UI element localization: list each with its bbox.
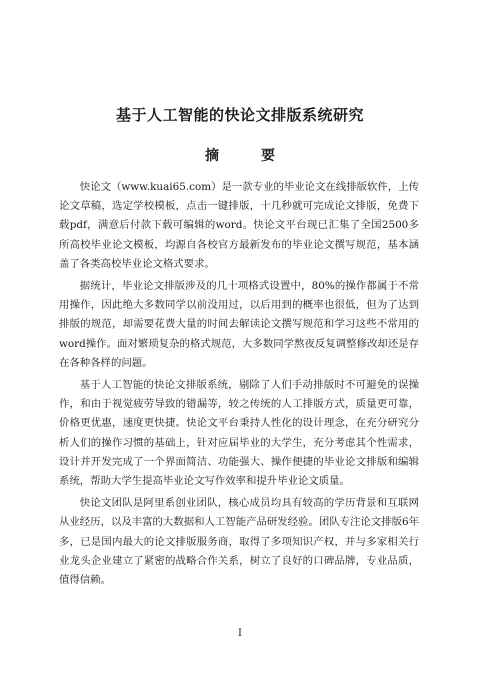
abstract-paragraph-3: 基于人工智能的快论文排版系统，剔除了人们手动排版时不可避免的误操作，和由于视觉疲劳导致的错漏等，较之传统的人工排版方式，质量更可靠，价格更优惠，速度更快捷。快论文平台秉持人性化的设计理念，在充分研究分析人们的操作习惯的基础上，针对应届毕业的大学生，充分考虑其个性需求，设计并开发完成了一个界面简洁、功能强大、操作便捷的毕业论文排版和编辑系统，帮助大学生提高毕业论文写作效率和提升毕业论文质量。 [59, 379, 419, 488]
abstract-paragraph-2: 据统计，毕业论文排版涉及的几十项格式设置中，80%的操作都属于不常用操作，因此绝大多数同学以前没用过，以后用到的概率也很低，但为了达到排版的规范，却需要花费大量的时间去解读论文撰写规范和学习这些不常用的word操作。面对繁琐复杂的格式规范，大多数同学熬夜反复调整修改却还是存在各种各样的问题。 [59, 280, 419, 369]
page-number: I [238, 628, 242, 639]
abstract-paragraph-1: 快论文（www.kuai65.com）是一款专业的毕业论文在线排版软件，上传论文草稿，选定学校模板，点击一键排版，十几秒就可完成论文排版，免费下载pdf，满意后付款下载可编辑的word。快论文平台现已汇集了全国2500多所高校毕业论文模板，均源自各校官方最新发布的毕业论文撰写规范，基本涵盖了各类高校毕业论文格式要求。 [59, 181, 419, 270]
paper-title: 基于人工智能的快论文排版系统研究 [115, 106, 364, 124]
abstract-heading: 摘 要 [205, 148, 289, 164]
abstract-paragraph-4: 快论文团队是阿里系创业团队，核心成员均具有较高的学历背景和互联网从业经历，以及丰富的大数据和人工智能产品研发经验。团队专注论文排版6年多，已是国内最大的论文排版服务商，取得了多项知识产权，并与多家相关行业龙头企业建立了紧密的战略合作关系，树立了良好的口碑品牌，专业品质，值得信赖。 [59, 497, 419, 587]
abstract-body [59, 178, 419, 593]
